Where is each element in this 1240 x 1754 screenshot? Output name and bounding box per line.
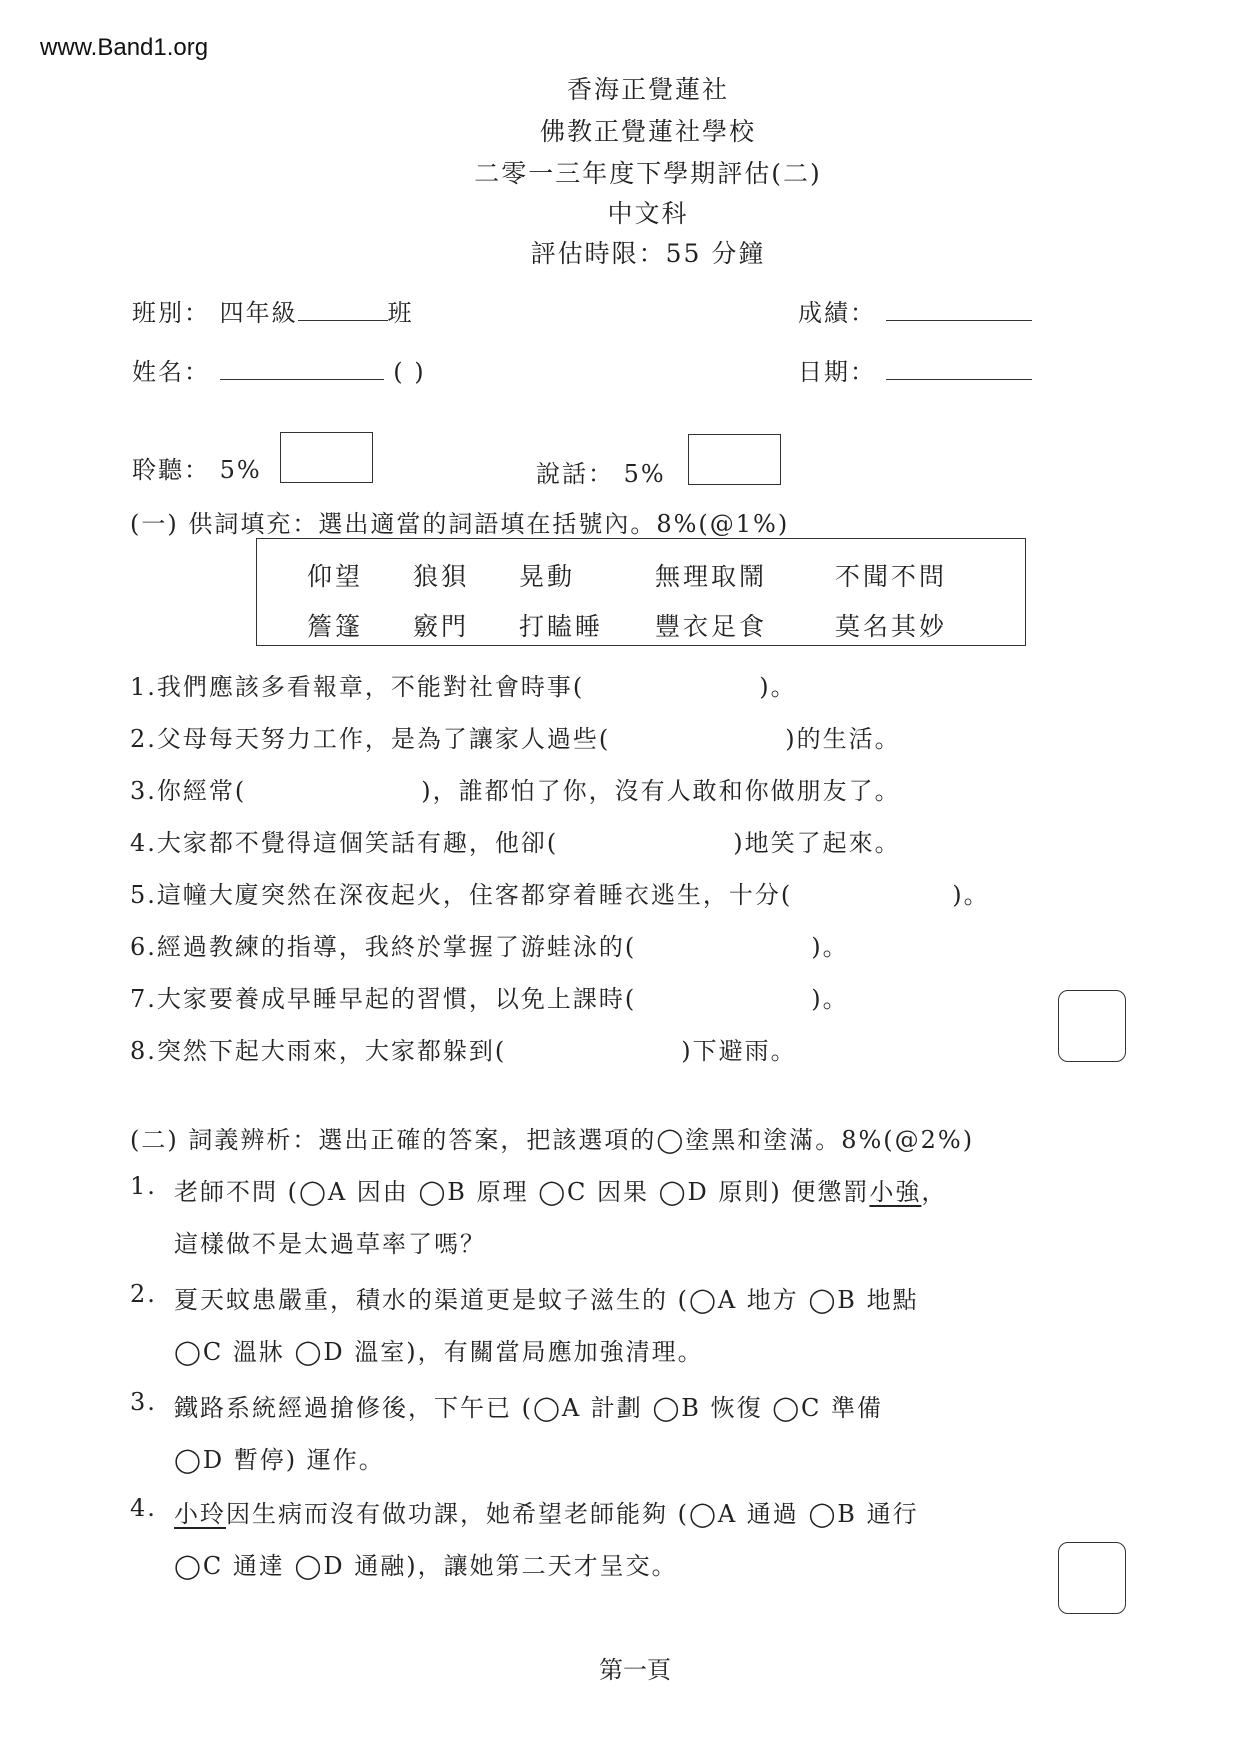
mc-question-2-line1: 夏天蚊患嚴重，積水的渠道更是蚊子滋生的 (◯A 地方 ◯B 地點	[174, 1286, 919, 1314]
mc-question-2-number: 2.	[130, 1280, 157, 1308]
name-field	[132, 352, 426, 387]
mc-question-1-number: 1.	[130, 1172, 157, 1200]
mc-question-1-line2: 這樣做不是太過草率了嗎？	[174, 1230, 486, 1258]
word-item: 簷篷	[307, 612, 364, 641]
listening-score-box[interactable]	[280, 432, 373, 483]
name-blank[interactable]	[220, 375, 384, 380]
class-label: 班別：	[132, 299, 210, 327]
word-item: 狼狽	[413, 562, 470, 591]
mc-question-4-number: 4.	[130, 1494, 157, 1522]
name-label: 姓名：	[132, 358, 210, 386]
word-item: 不聞不問	[835, 562, 948, 591]
fill-question-2: 2.父母每天努力工作，是為了讓家人過些( )的生活。	[130, 725, 901, 753]
fill-question-7: 7.大家要養成早睡早起的習慣，以免上課時( )。	[130, 985, 849, 1013]
fill-question-3: 3.你經常( )，誰都怕了你，沒有人敢和你做朋友了。	[130, 777, 901, 805]
score-field	[798, 293, 1032, 328]
fill-question-8: 8.突然下起大雨來，大家都躲到( )下避雨。	[130, 1037, 797, 1065]
listening-label: 聆聽： 5%	[132, 456, 262, 484]
mc-question-3-line2: ◯D 暫停) 運作。	[174, 1446, 385, 1474]
class-suffix: 班	[387, 299, 414, 327]
section1-mark-box[interactable]	[1058, 990, 1126, 1062]
word-item: 打瞌睡	[519, 612, 604, 641]
site-watermark: www.Band1.org	[40, 34, 209, 61]
word-item: 莫名其妙	[835, 612, 948, 641]
fill-question-6: 6.經過教練的指導，我終於掌握了游蛙泳的( )。	[130, 933, 849, 961]
duration: 評估時限：55 分鐘	[530, 239, 766, 268]
class-field	[132, 293, 414, 328]
mc-question-3-line1: 鐵路系統經過搶修後，下午已 (◯A 計劃 ◯B 恢復 ◯C 準備	[174, 1394, 884, 1422]
fill-question-1: 1.我們應該多看報章，不能對社會時事( )。	[130, 673, 797, 701]
page-number: 第一頁	[599, 1656, 671, 1684]
term-title: 二零一三年度下學期評估(二)	[474, 159, 822, 188]
proper-noun: 小強	[869, 1178, 922, 1206]
mc-question-1-line1: 老師不問 (◯A 因由 ◯B 原理 ◯C 因果 ◯D 原則) 便懲罰小強，	[174, 1178, 948, 1206]
mc-question-4-line1: 小玲因生病而沒有做功課，她希望老師能夠 (◯A 通過 ◯B 通行	[174, 1500, 919, 1528]
fill-question-5: 5.這幢大廈突然在深夜起火，住客都穿着睡衣逃生，十分( )。	[130, 881, 990, 909]
speaking-label: 說話： 5%	[536, 460, 666, 488]
date-label: 日期：	[798, 358, 876, 386]
school-name: 佛教正覺蓮社學校	[539, 117, 756, 146]
class-grade: 四年級	[219, 299, 298, 327]
section1-title: (一) 供詞填充：選出適當的詞語填在括號內。8%(@1%)	[130, 510, 790, 538]
section2-mark-box[interactable]	[1058, 1542, 1126, 1614]
word-bank	[256, 538, 1026, 646]
score-label: 成績：	[798, 299, 876, 327]
proper-noun: 小玲	[174, 1500, 226, 1528]
word-item: 仰望	[307, 562, 364, 591]
class-blank[interactable]	[298, 316, 388, 321]
word-item: 晃動	[519, 562, 576, 591]
subject-title: 中文科	[607, 199, 689, 228]
speaking-score-box[interactable]	[688, 434, 781, 485]
word-item: 竅門	[413, 612, 470, 641]
score-blank[interactable]	[886, 316, 1032, 321]
class-number: ( )	[393, 358, 426, 386]
fill-question-4: 4.大家都不覺得這個笑話有趣，他卻( )地笑了起來。	[130, 829, 901, 857]
date-blank[interactable]	[886, 375, 1032, 380]
org-name: 香海正覺蓮社	[566, 75, 729, 104]
word-item: 無理取鬧	[655, 562, 768, 591]
section2-title: (二) 詞義辨析：選出正確的答案，把該選項的◯塗黑和塗滿。8%(@2%)	[130, 1126, 975, 1154]
mc-question-4-line2: ◯C 通達 ◯D 通融)，讓她第二天才呈交。	[174, 1552, 678, 1580]
mc-question-3-number: 3.	[130, 1388, 157, 1416]
date-field	[798, 352, 1032, 387]
mc-question-2-line2: ◯C 溫牀 ◯D 溫室)，有關當局應加強清理。	[174, 1338, 704, 1366]
word-item: 豐衣足食	[655, 612, 768, 641]
